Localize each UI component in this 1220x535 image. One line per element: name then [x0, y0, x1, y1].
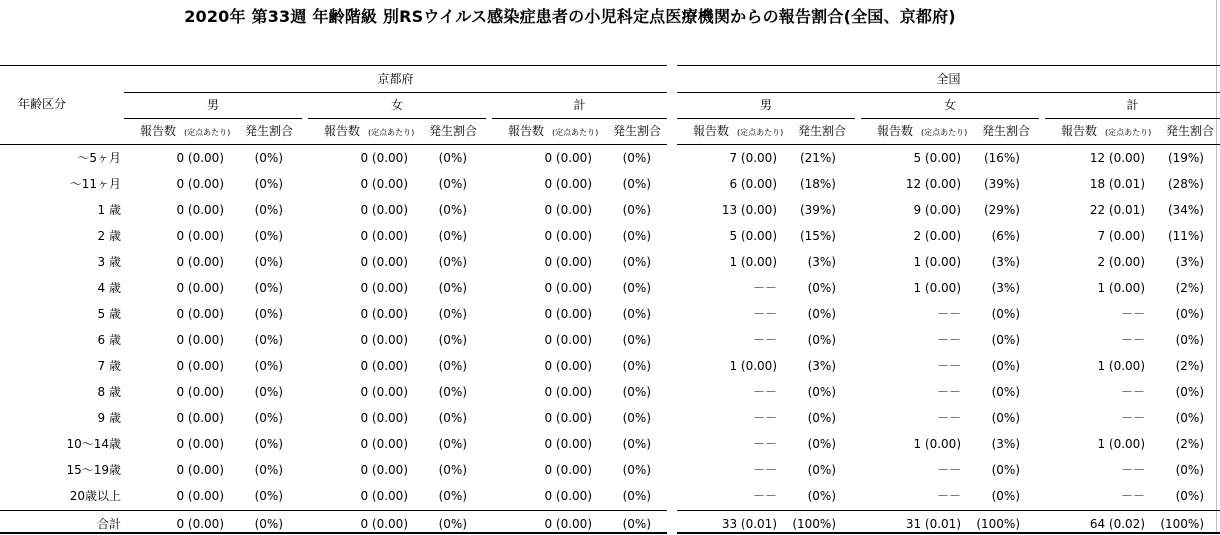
per-site-header: (定点あたり) [552, 128, 599, 137]
table-row-rate: (0%) [807, 411, 836, 425]
table-row-age: 15〜19歳 [66, 463, 121, 477]
table-row-rate: (39%) [983, 177, 1020, 191]
per-site-header: (定点あたり) [184, 128, 231, 137]
table-row-count: 0 (0.00) [544, 281, 592, 295]
table-row-count: 0 (0.00) [176, 411, 224, 425]
total-row-rate: (0%) [438, 517, 467, 531]
table-row-count: 1 (0.00) [1097, 437, 1145, 451]
age-column-header: 年齢区分 [18, 97, 67, 111]
per-site-header: (定点あたり) [921, 128, 968, 137]
table-row-rate: (0%) [438, 255, 467, 269]
table-row-count: 0 (0.00) [176, 177, 224, 191]
header-top-line [677, 65, 1220, 66]
region-header: 京都府 [377, 72, 414, 86]
table-row-count: 0 (0.00) [544, 463, 592, 477]
header-top-line [0, 65, 667, 66]
table-row-count: 0 (0.00) [360, 359, 408, 373]
table-row-count: －－ [1120, 333, 1145, 347]
table-row-rate: (0%) [254, 359, 283, 373]
table-row-count: 0 (0.00) [360, 411, 408, 425]
table-row-rate: (11%) [1167, 229, 1204, 243]
table-row-rate: (0%) [438, 307, 467, 321]
table-row-rate: (0%) [622, 463, 651, 477]
table-row-count: 0 (0.00) [176, 489, 224, 503]
table-row-rate: (0%) [1175, 307, 1204, 321]
table-row-rate: (19%) [1167, 151, 1204, 165]
table-row-rate: (3%) [991, 255, 1020, 269]
total-row-rate: (100%) [792, 517, 836, 531]
table-row-count: 0 (0.00) [544, 437, 592, 451]
table-row-rate: (0%) [438, 151, 467, 165]
table-row-count: 13 (0.00) [721, 203, 777, 217]
table-row-rate: (0%) [438, 281, 467, 295]
table-row-count: －－ [752, 281, 777, 295]
table-row-count: 0 (0.00) [360, 151, 408, 165]
table-row-count: －－ [936, 307, 961, 321]
table-row-rate: (16%) [983, 151, 1020, 165]
sex-header: 男 [206, 98, 220, 112]
window-edge [1216, 0, 1217, 535]
table-row-rate: (0%) [991, 385, 1020, 399]
table-row-rate: (0%) [622, 411, 651, 425]
table-row-count: －－ [936, 411, 961, 425]
table-row-rate: (0%) [254, 333, 283, 347]
total-row-count: 31 (0.01) [905, 517, 961, 531]
table-row-age: 10〜14歳 [66, 437, 121, 451]
table-row-rate: (0%) [254, 463, 283, 477]
table-row-count: －－ [1120, 385, 1145, 399]
table-row-count: 12 (0.00) [905, 177, 961, 191]
table-row-count: －－ [936, 463, 961, 477]
sex-header: 計 [1126, 98, 1139, 112]
sex-underline [677, 118, 855, 119]
table-row-rate: (3%) [991, 281, 1020, 295]
table-row-count: 2 (0.00) [1097, 255, 1145, 269]
page-title: 2020年 第33週 年齢階級 別RSウイルス感染症患者の小児科定点医療機関からの報告割合(全国、京都府) [184, 7, 956, 26]
table-row-count: 0 (0.00) [544, 359, 592, 373]
rate-header: 発生割合 [429, 124, 478, 138]
total-row-age: 合計 [96, 517, 121, 531]
table-row-rate: (0%) [1175, 463, 1204, 477]
table-row-rate: (0%) [622, 203, 651, 217]
table-row-age: 1 歳 [97, 203, 121, 217]
table-row-rate: (0%) [807, 281, 836, 295]
sex-header: 計 [573, 98, 586, 112]
sex-header: 女 [943, 98, 957, 112]
table-row-rate: (0%) [254, 151, 283, 165]
sex-underline [861, 118, 1039, 119]
table-row-rate: (21%) [799, 151, 836, 165]
total-row-rate: (100%) [1160, 517, 1204, 531]
table-row-rate: (0%) [622, 437, 651, 451]
report-count-header: 報告数 [877, 124, 914, 138]
sex-underline [492, 118, 667, 119]
table-row-count: 0 (0.00) [176, 203, 224, 217]
table-row-count: 1 (0.00) [913, 281, 961, 295]
table-row-count: －－ [936, 489, 961, 503]
region-header: 全国 [936, 72, 961, 86]
table-row-rate: (0%) [622, 307, 651, 321]
table-row-rate: (0%) [622, 281, 651, 295]
table-row-rate: (18%) [799, 177, 836, 191]
header-bottom-line [0, 144, 667, 145]
sex-underline [308, 118, 486, 119]
table-row-rate: (15%) [799, 229, 836, 243]
table-row-count: 7 (0.00) [1097, 229, 1145, 243]
table-row-count: 0 (0.00) [544, 203, 592, 217]
table-row-rate: (0%) [807, 385, 836, 399]
table-row-rate: (3%) [1175, 255, 1204, 269]
table-row-age: 20歳以上 [69, 489, 121, 503]
report-count-header: 報告数 [1061, 124, 1098, 138]
table-row-count: 0 (0.00) [360, 203, 408, 217]
table-row-count: 0 (0.00) [544, 411, 592, 425]
region-underline [677, 92, 1220, 93]
table-row-age: 2 歳 [97, 229, 121, 243]
table-row-count: 0 (0.00) [544, 385, 592, 399]
per-site-header: (定点あたり) [368, 128, 415, 137]
table-row-rate: (34%) [1167, 203, 1204, 217]
table-row-count: 0 (0.00) [176, 307, 224, 321]
table-row-rate: (3%) [991, 437, 1020, 451]
sex-underline [1045, 118, 1220, 119]
table-row-rate: (0%) [438, 463, 467, 477]
table-row-rate: (3%) [807, 255, 836, 269]
table-row-count: 5 (0.00) [729, 229, 777, 243]
table-row-age: 3 歳 [97, 255, 121, 269]
table-row-rate: (0%) [991, 359, 1020, 373]
table-row-rate: (0%) [807, 333, 836, 347]
total-row-count: 0 (0.00) [176, 517, 224, 531]
table-row-count: 0 (0.00) [360, 281, 408, 295]
table-row-rate: (28%) [1167, 177, 1204, 191]
table-row-rate: (0%) [254, 437, 283, 451]
rate-header: 発生割合 [982, 124, 1031, 138]
table-row-rate: (0%) [438, 177, 467, 191]
table-row-count: －－ [1120, 463, 1145, 477]
table-row-rate: (0%) [254, 203, 283, 217]
table-row-count: 1 (0.00) [729, 255, 777, 269]
table-row-rate: (0%) [622, 489, 651, 503]
table-row-count: －－ [752, 411, 777, 425]
table-row-count: 0 (0.00) [176, 385, 224, 399]
table-row-rate: (0%) [254, 229, 283, 243]
table-row-count: －－ [752, 307, 777, 321]
table-row-count: －－ [1120, 307, 1145, 321]
table-row-count: 0 (0.00) [544, 177, 592, 191]
table-row-count: 0 (0.00) [544, 255, 592, 269]
table-row-count: 0 (0.00) [176, 359, 224, 373]
table-row-rate: (0%) [1175, 333, 1204, 347]
table-row-rate: (0%) [254, 385, 283, 399]
table-row-count: 0 (0.00) [176, 437, 224, 451]
rate-header: 発生割合 [245, 124, 294, 138]
table-row-count: 1 (0.00) [913, 255, 961, 269]
table-row-count: 0 (0.00) [176, 333, 224, 347]
table-row-rate: (3%) [807, 359, 836, 373]
total-row-count: 64 (0.02) [1089, 517, 1145, 531]
table-row-count: －－ [1120, 489, 1145, 503]
table-row-count: 0 (0.00) [360, 463, 408, 477]
per-site-header: (定点あたり) [737, 128, 784, 137]
report-count-header: 報告数 [693, 124, 730, 138]
total-row-count: 0 (0.00) [544, 517, 592, 531]
total-row-count: 33 (0.01) [721, 517, 777, 531]
table-row-rate: (0%) [438, 229, 467, 243]
table-row-count: 0 (0.00) [360, 229, 408, 243]
table-row-rate: (0%) [622, 255, 651, 269]
table-row-count: 0 (0.00) [544, 151, 592, 165]
table-row-rate: (0%) [254, 177, 283, 191]
table-row-count: 0 (0.00) [176, 229, 224, 243]
table-row-count: 0 (0.00) [176, 151, 224, 165]
table-row-rate: (0%) [807, 489, 836, 503]
table-row-rate: (0%) [438, 489, 467, 503]
table-row-rate: (0%) [807, 437, 836, 451]
sex-underline [124, 118, 302, 119]
total-row-rate: (0%) [254, 517, 283, 531]
table-row-count: 0 (0.00) [544, 229, 592, 243]
rate-header: 発生割合 [1166, 124, 1215, 138]
table-row-rate: (0%) [622, 229, 651, 243]
table-row-count: 0 (0.00) [360, 307, 408, 321]
table-row-count: 0 (0.00) [360, 437, 408, 451]
table-row-rate: (2%) [1175, 437, 1204, 451]
table-row-count: 1 (0.00) [729, 359, 777, 373]
table-row-rate: (0%) [1175, 489, 1204, 503]
table-row-count: 0 (0.00) [360, 385, 408, 399]
table-row-rate: (0%) [438, 411, 467, 425]
total-line [0, 510, 667, 511]
table-row-rate: (0%) [1175, 411, 1204, 425]
table-row-count: －－ [752, 463, 777, 477]
table-row-rate: (0%) [254, 255, 283, 269]
table-row-count: －－ [936, 333, 961, 347]
report-count-header: 報告数 [324, 124, 361, 138]
sex-header: 女 [390, 98, 404, 112]
report-count-header: 報告数 [140, 124, 177, 138]
per-site-header: (定点あたり) [1105, 128, 1152, 137]
table-row-rate: (0%) [991, 411, 1020, 425]
table-row-count: －－ [752, 437, 777, 451]
report-count-header: 報告数 [508, 124, 545, 138]
table-row-rate: (0%) [438, 385, 467, 399]
table-row-count: 0 (0.00) [544, 489, 592, 503]
rate-header: 発生割合 [613, 124, 662, 138]
table-row-age: 7 歳 [97, 359, 121, 373]
table-row-rate: (2%) [1175, 359, 1204, 373]
table-row-rate: (0%) [991, 307, 1020, 321]
table-row-count: 1 (0.00) [913, 437, 961, 451]
total-row-rate: (0%) [622, 517, 651, 531]
table-row-age: 5 歳 [97, 307, 121, 321]
table-row-age: 〜11ヶ月 [69, 177, 121, 191]
table-row-count: 6 (0.00) [729, 177, 777, 191]
table-row-count: 0 (0.00) [360, 333, 408, 347]
table-row-rate: (39%) [799, 203, 836, 217]
table-row-count: 2 (0.00) [913, 229, 961, 243]
table-row-count: 0 (0.00) [176, 463, 224, 477]
table-row-count: 12 (0.00) [1089, 151, 1145, 165]
total-row-rate: (100%) [976, 517, 1020, 531]
table-bottom-line [677, 532, 1220, 534]
table-row-count: －－ [936, 385, 961, 399]
table-row-age: 6 歳 [97, 333, 121, 347]
table-row-rate: (0%) [438, 359, 467, 373]
table-row-count: 18 (0.01) [1089, 177, 1145, 191]
table-row-count: 0 (0.00) [176, 281, 224, 295]
table-row-rate: (0%) [991, 333, 1020, 347]
table-row-rate: (0%) [807, 463, 836, 477]
table-row-rate: (0%) [254, 307, 283, 321]
table-row-count: 0 (0.00) [360, 255, 408, 269]
table-row-rate: (0%) [254, 489, 283, 503]
table-row-rate: (0%) [991, 489, 1020, 503]
table-bottom-line [0, 532, 667, 534]
table-row-rate: (0%) [438, 203, 467, 217]
table-row-count: 0 (0.00) [544, 307, 592, 321]
table-row-age: 8 歳 [97, 385, 121, 399]
table-row-count: －－ [1120, 411, 1145, 425]
table-row-rate: (0%) [254, 411, 283, 425]
table-row-rate: (0%) [622, 359, 651, 373]
table-row-count: 1 (0.00) [1097, 281, 1145, 295]
table-row-rate: (0%) [991, 463, 1020, 477]
region-underline [124, 92, 667, 93]
table-row-age: 4 歳 [97, 281, 121, 295]
table-row-rate: (29%) [983, 203, 1020, 217]
total-row-count: 0 (0.00) [360, 517, 408, 531]
table-row-rate: (0%) [807, 307, 836, 321]
table-row-count: －－ [752, 333, 777, 347]
table-row-count: －－ [752, 489, 777, 503]
table-row-rate: (0%) [438, 333, 467, 347]
table-row-rate: (0%) [438, 437, 467, 451]
table-row-rate: (0%) [1175, 385, 1204, 399]
table-row-rate: (0%) [254, 281, 283, 295]
table-row-count: 9 (0.00) [913, 203, 961, 217]
table-row-rate: (0%) [622, 333, 651, 347]
sex-header: 男 [759, 98, 773, 112]
table-row-rate: (0%) [622, 151, 651, 165]
table-row-rate: (0%) [622, 385, 651, 399]
table-row-count: 1 (0.00) [1097, 359, 1145, 373]
total-line [677, 510, 1220, 511]
table-row-count: －－ [936, 359, 961, 373]
table-row-rate: (6%) [991, 229, 1020, 243]
table-row-count: －－ [752, 385, 777, 399]
table-row-count: 0 (0.00) [360, 489, 408, 503]
table-row-count: 22 (0.01) [1089, 203, 1145, 217]
table-row-rate: (0%) [622, 177, 651, 191]
table-row-count: 7 (0.00) [729, 151, 777, 165]
table-row-count: 0 (0.00) [360, 177, 408, 191]
table-row-count: 0 (0.00) [176, 255, 224, 269]
rate-header: 発生割合 [798, 124, 847, 138]
table-row-age: 〜5ヶ月 [77, 151, 121, 165]
table-row-count: 0 (0.00) [544, 333, 592, 347]
table-row-rate: (2%) [1175, 281, 1204, 295]
table-row-count: 5 (0.00) [913, 151, 961, 165]
table-row-age: 9 歳 [97, 411, 121, 425]
header-bottom-line [677, 144, 1220, 145]
